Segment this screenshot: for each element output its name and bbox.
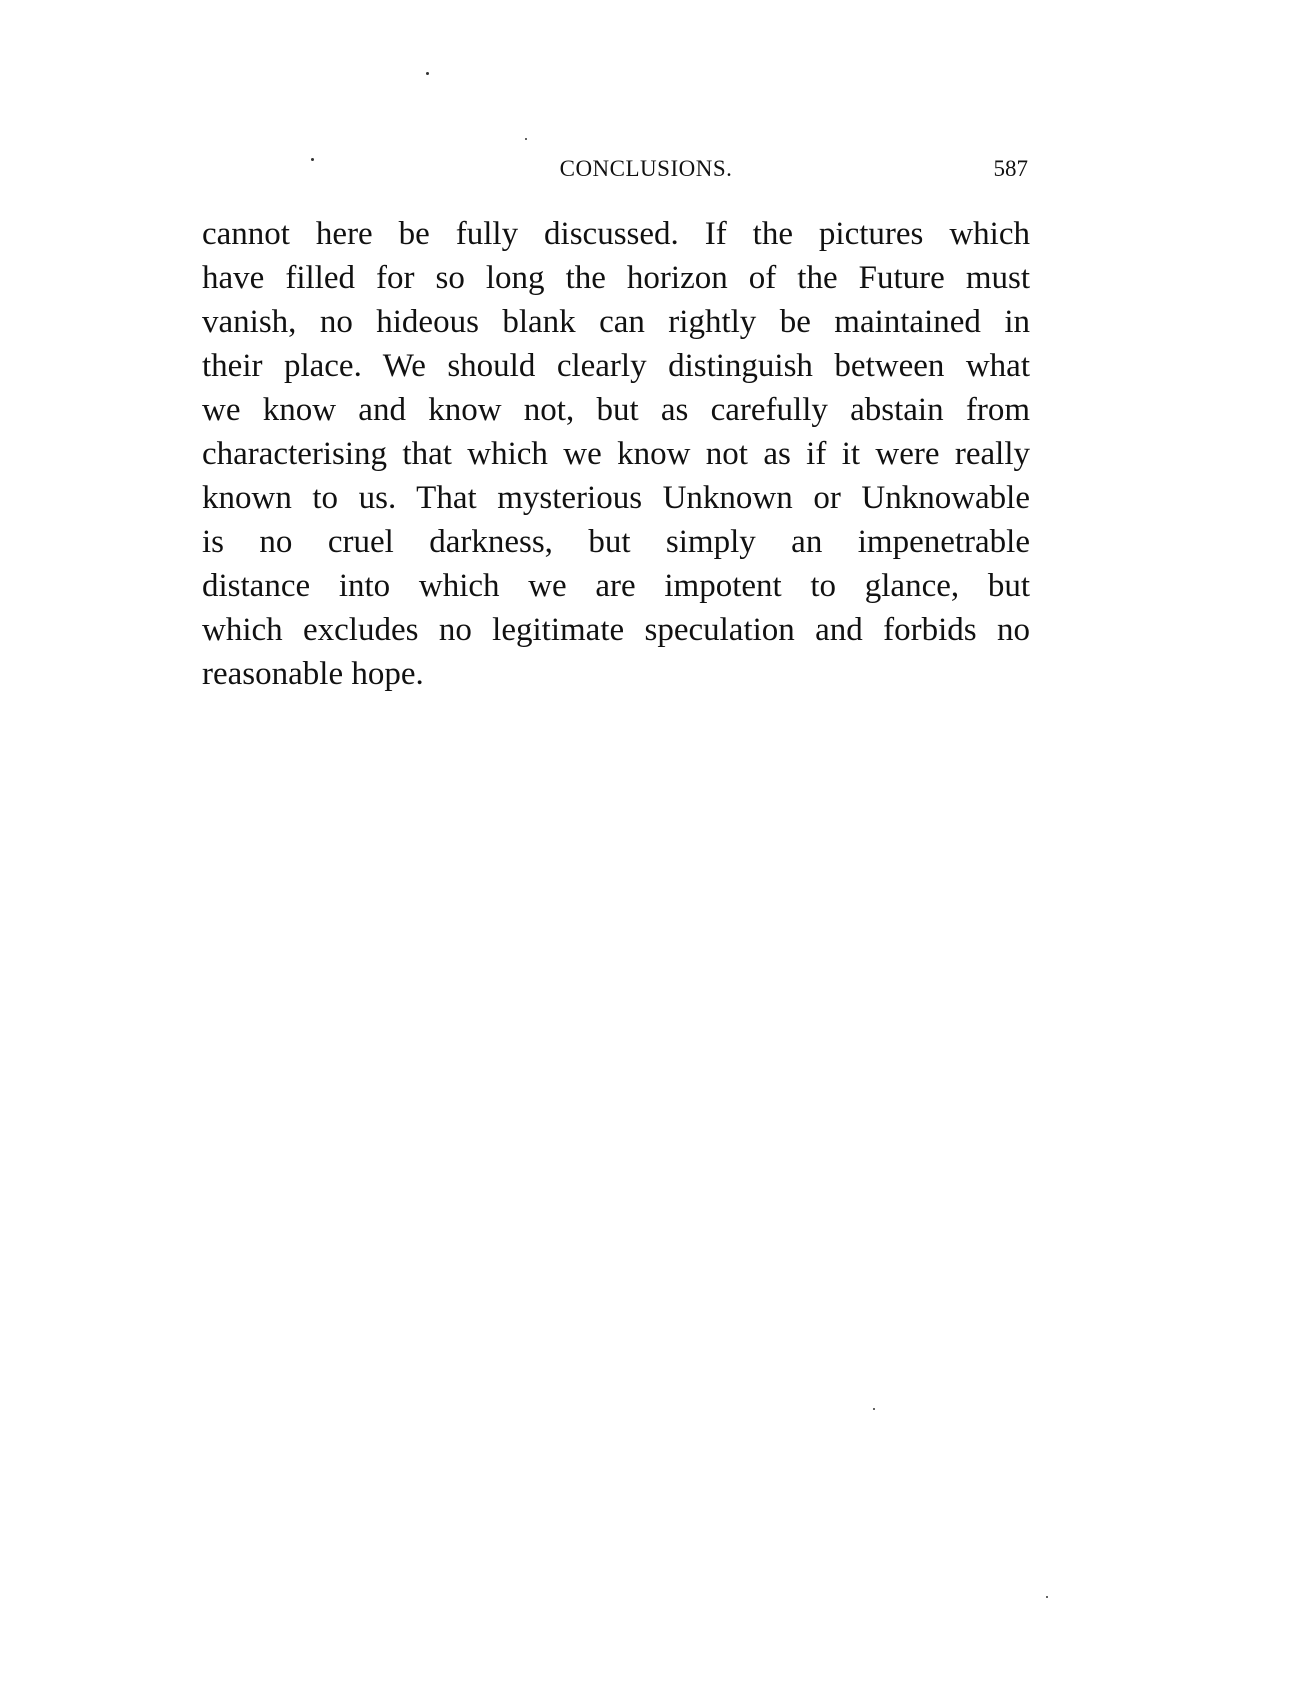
text-line: vanish, no hideous blank can rightly be maintained in xyxy=(202,304,1030,340)
text-line: characterising that which we know not as if it were really xyxy=(202,436,1030,472)
text-line: cannot here be fully discussed. If the pictures which xyxy=(202,216,1030,252)
scan-speck xyxy=(873,1408,875,1410)
text-line: distance into which we are impotent to glance, but xyxy=(202,568,1030,604)
text-line: we know and know not, but as carefully abstain from xyxy=(202,392,1030,428)
text-line: known to us. That mysterious Unknown or Unknowable xyxy=(202,480,1030,516)
body-paragraph xyxy=(202,212,1030,696)
page-number: 587 xyxy=(993,156,1028,181)
scan-speck xyxy=(1046,1596,1048,1598)
text-line: reasonable hope. xyxy=(202,656,424,692)
running-title: CONCLUSIONS. xyxy=(559,156,733,181)
text-line: which excludes no legitimate speculation and forbids no xyxy=(202,612,1030,648)
scan-speck xyxy=(426,72,429,75)
scan-speck xyxy=(525,138,527,140)
text-line: their place. We should clearly distinguish between what xyxy=(202,348,1030,384)
running-head xyxy=(0,156,1292,186)
text-line: is no cruel darkness, but simply an impenetrable xyxy=(202,524,1030,560)
text-line: have filled for so long the horizon of the Future must xyxy=(202,260,1030,296)
